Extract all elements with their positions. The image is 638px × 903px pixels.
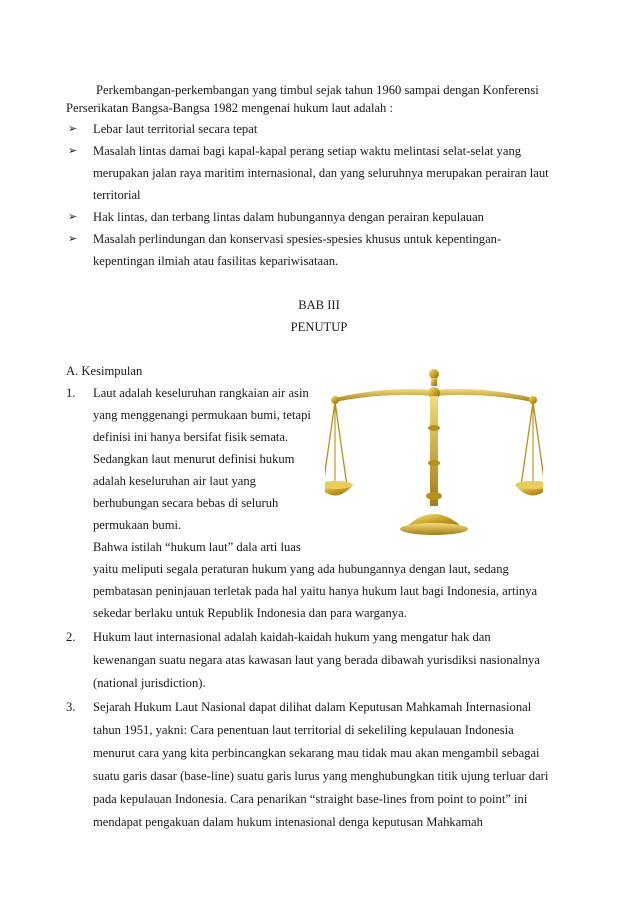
item-1-line-11: sekedar berlaku untuk Republik Indonesia dan para warganya.	[93, 606, 407, 620]
balance-scale-icon	[325, 368, 543, 538]
arrow-bullet-icon: ➢	[68, 210, 78, 223]
item-1-line-7: permukaan bumi.	[93, 518, 182, 532]
item-1-line-2: yang menggenangi permukaan bumi, tetapi	[93, 408, 311, 422]
arrow-bullet-icon: ➢	[68, 232, 78, 245]
list-number: 2.	[66, 630, 76, 644]
intro-line-2: Perserikatan Bangsa-Bangsa 1982 mengenai hukum laut adalah :	[66, 101, 393, 115]
section-heading: A. Kesimpulan	[66, 364, 143, 378]
item-1-line-1: Laut adalah keseluruhan rangkaian air asin	[93, 386, 309, 400]
item-2-line-1: Hukum laut internasional adalah kaidah-kaidah hukum yang mengatur hak dan	[93, 630, 491, 644]
item-1-line-3: definisi ini hanya bersifat fisik semata.	[93, 430, 289, 444]
bullet-2-line-2: merupakan jalan raya maritim internasional, dan yang seluruhnya merupakan perairan laut	[93, 166, 549, 180]
bullet-4-line-2: kepentingan ilmiah atau fasilitas kepariwisataan.	[93, 254, 339, 268]
list-number: 3.	[66, 700, 76, 714]
item-3-line-3: menurut cara yang kita perbincangkan sekarang mau tidak mau akan mengambil sebagai	[93, 746, 540, 760]
arrow-bullet-icon: ➢	[68, 144, 78, 157]
item-1-line-9: yaitu meliputi segala peraturan hukum yang ada hubungannya dengan laut, sedang	[93, 562, 509, 576]
list-number: 1.	[66, 386, 76, 400]
item-1-line-8: Bahwa istilah “hukum laut” dala arti luas	[93, 540, 301, 554]
chapter-number: BAB III	[298, 298, 340, 312]
item-3-line-4: suatu garis dasar (base-line) suatu garis lurus yang menghubungkan titik ujung terluar dari	[93, 769, 549, 783]
item-3-line-1: Sejarah Hukum Laut Nasional dapat dilihat dalam Keputusan Mahkamah Internasional	[93, 700, 532, 714]
item-1-line-5: adalah keseluruhan air laut yang	[93, 474, 256, 488]
item-1-line-10: pembatasan peninjauan terletak pada hal yaitu hanya hukum laut bagi Indonesia, artinya	[93, 584, 538, 598]
bullet-3-line-1: Hak lintas, dan terbang lintas dalam hubungannya dengan perairan kepulauan	[93, 210, 484, 224]
item-2-line-2: kewenangan suatu negara atas kawasan laut yang berada dibawah yurisdiksi nasionalnya	[93, 653, 540, 667]
item-3-line-5: pada kepulauan Indonesia. Cara penarikan “straight base-lines from point to point” ini	[93, 792, 528, 806]
bullet-2-line-1: Masalah lintas damai bagi kapal-kapal perang setiap waktu melintasi selat-selat yang	[93, 144, 522, 158]
bullet-1-line-1: Lebar laut territorial secara tepat	[93, 122, 258, 136]
item-3-line-6: mendapat pengakuan dalam hukum intenasional denga keputusan Mahkamah	[93, 815, 483, 829]
item-2-line-3: (national jurisdiction).	[93, 676, 206, 690]
item-1-line-6: berhubungan secara bebas di seluruh	[93, 496, 279, 510]
bullet-2-line-3: territorial	[93, 188, 141, 202]
chapter-title: PENUTUP	[290, 320, 348, 334]
arrow-bullet-icon: ➢	[68, 122, 78, 135]
item-3-line-2: tahun 1951, yakni: Cara penentuan laut territorial di sekeliling kepulauan Indonesia	[93, 723, 514, 737]
intro-line-1: Perkembangan-perkembangan yang timbul sejak tahun 1960 sampai dengan Konferensi	[96, 83, 539, 97]
item-1-line-4: Sedangkan laut menurut definisi hukum	[93, 452, 295, 466]
bullet-4-line-1: Masalah perlindungan dan konservasi spesies-spesies khusus untuk kepentingan-	[93, 232, 502, 246]
